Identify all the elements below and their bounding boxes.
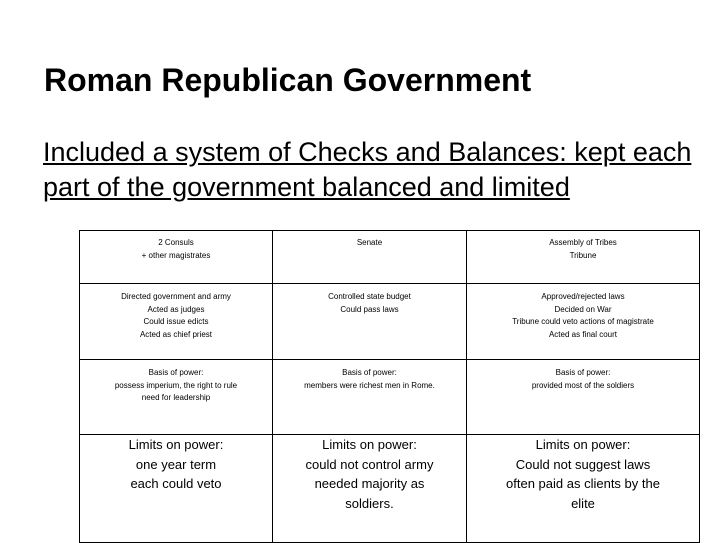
- cell-assembly-basis: [467, 360, 700, 435]
- cell-line: Limits on power:: [128, 437, 224, 452]
- cell-line: Assembly of Tribes: [549, 238, 617, 247]
- cell-line: provided most of the soldiers: [531, 380, 635, 390]
- cell-assembly-powers: [467, 284, 700, 360]
- government-comparison-table: [79, 230, 700, 543]
- cell-line: Could issue edicts: [143, 317, 209, 326]
- cell-line: Decided on War: [554, 304, 612, 314]
- cell-line: 2 Consuls: [158, 238, 194, 247]
- cell-line: could not control army: [305, 456, 434, 472]
- cell-consuls-powers: [80, 284, 273, 360]
- cell-assembly-limits: [467, 435, 700, 543]
- cell-line: Tribune could veto actions of magistrate: [512, 317, 654, 326]
- cell-line: Directed government and army: [121, 292, 231, 301]
- cell-line: each could veto: [130, 476, 222, 491]
- slide-title: Roman Republican Government: [44, 62, 532, 98]
- cell-line: Tribune: [569, 250, 597, 260]
- cell-line: members were richest men in Rome.: [304, 380, 435, 390]
- cell-line: Controlled state budget: [328, 292, 411, 301]
- cell-consuls: [80, 231, 273, 284]
- cell-line: possess imperium, the right to rule: [114, 380, 238, 390]
- cell-line: Acted as chief priest: [139, 329, 213, 339]
- cell-line: Could not suggest laws: [515, 456, 651, 472]
- cell-senate-powers: [273, 284, 467, 360]
- cell-senate-limits: [273, 435, 467, 543]
- cell-line: Acted as judges: [147, 304, 205, 314]
- cell-senate-basis: [273, 360, 467, 435]
- cell-consuls-limits: [80, 435, 273, 543]
- cell-line: Basis of power:: [555, 368, 611, 377]
- cell-line: Basis of power:: [148, 368, 204, 377]
- cell-line: Could pass laws: [340, 304, 399, 314]
- cell-line: Senate: [356, 238, 383, 247]
- cell-line: soldiers.: [345, 495, 394, 511]
- cell-line: Acted as final court: [548, 329, 618, 339]
- cell-line: Basis of power:: [342, 368, 397, 377]
- cell-line: one year term: [135, 456, 217, 472]
- cell-line: Limits on power:: [535, 437, 631, 452]
- cell-line: often paid as clients by the: [506, 476, 660, 491]
- cell-line: need for leadership: [141, 393, 211, 402]
- cell-line: Limits on power:: [322, 437, 417, 452]
- table-row-basis: [80, 360, 700, 435]
- cell-line: elite: [571, 495, 595, 511]
- cell-consuls-basis: [80, 360, 273, 435]
- cell-senate: [273, 231, 467, 284]
- table-row-limits: [80, 435, 700, 543]
- cell-line: Approved/rejected laws: [541, 292, 625, 301]
- cell-line: needed majority as: [314, 476, 425, 491]
- table-row-branches: [80, 231, 700, 284]
- table-row-powers: [80, 284, 700, 360]
- cell-line: + other magistrates: [141, 250, 211, 260]
- slide-subtitle: Included a system of Checks and Balances: kept each part of the government balanced and limited: [43, 137, 692, 202]
- cell-assembly: [467, 231, 700, 284]
